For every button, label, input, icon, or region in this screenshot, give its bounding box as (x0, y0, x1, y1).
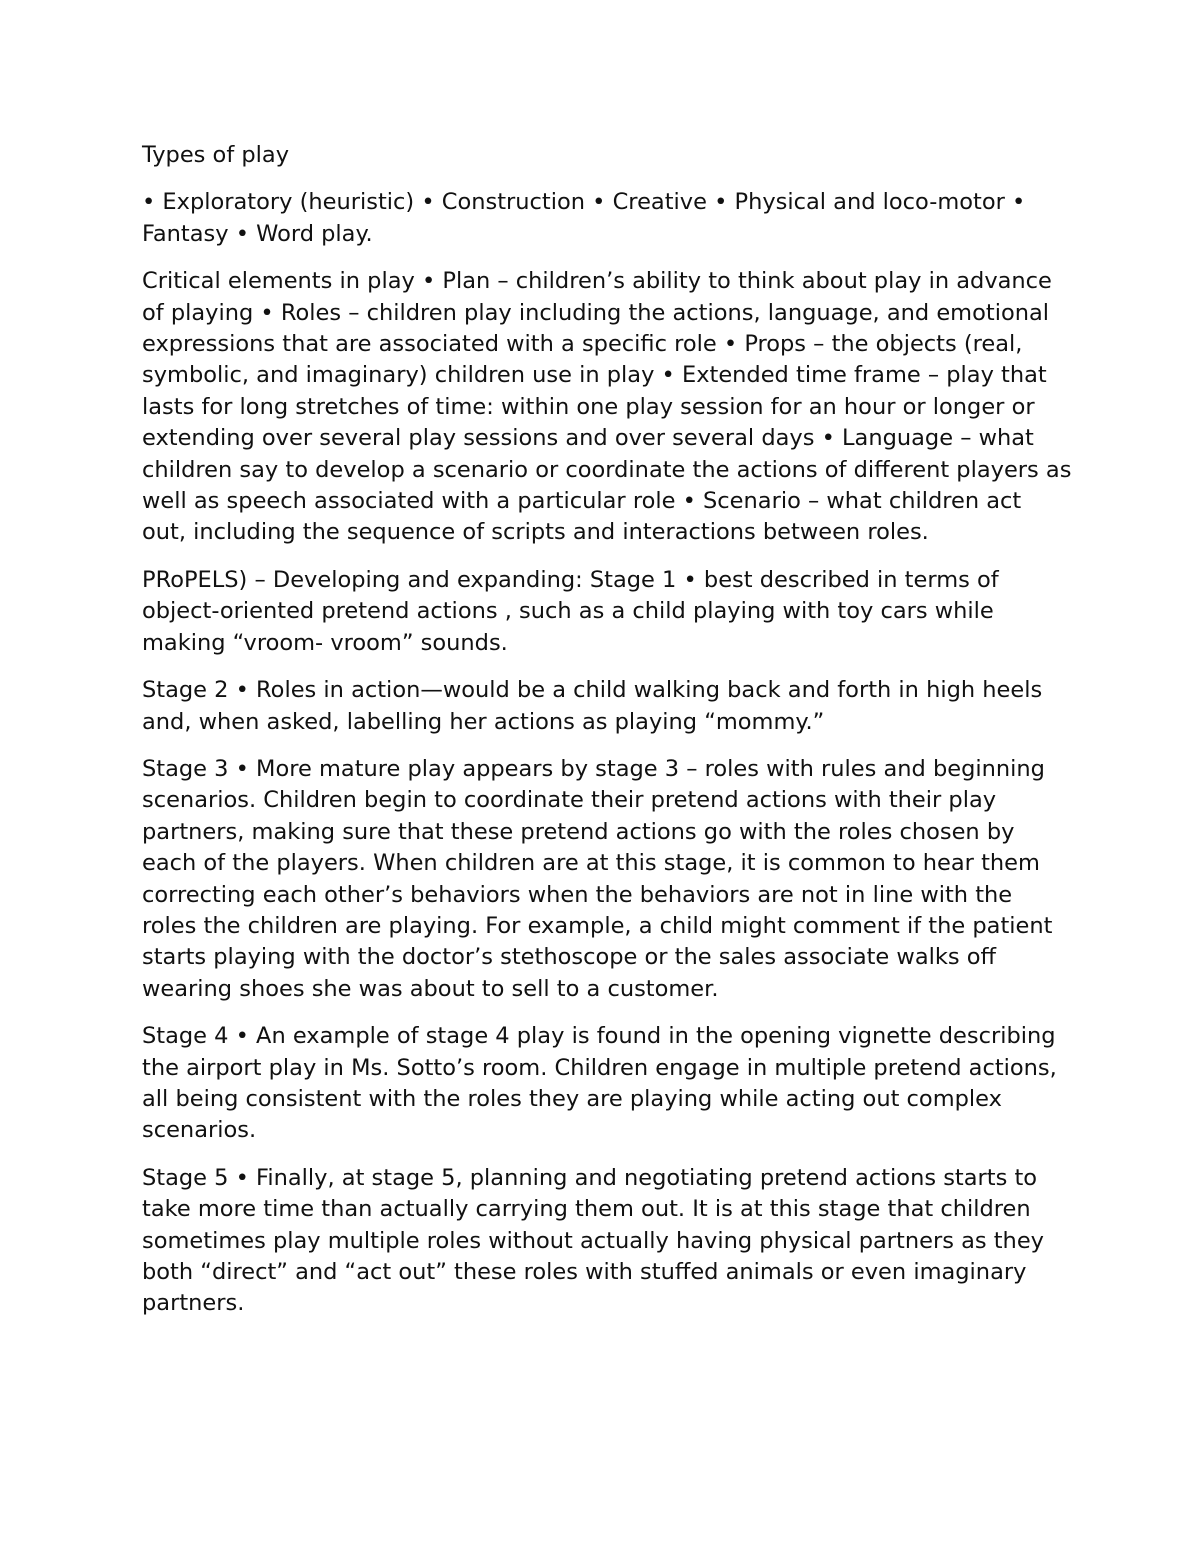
document-body (142, 140, 1072, 1336)
paragraph-stage-3: Stage 3 • More mature play appears by stage 3 – roles with rules and beginning scenarios. Children begin to coordinate their pretend actions with their play partners, making sure that these pretend actions go with the roles chosen by each of the players. When children are at this stage, it is common to hear them correcting each other’s behaviors when the behaviors are not in line with the roles the children are playing. For example, a child might comment if the patient starts playing with the doctor’s stethoscope or the sales associate walks off wearing shoes she was about to sell to a customer. (142, 755, 1053, 1002)
paragraph-stage-5: Stage 5 • Finally, at stage 5, planning and negotiating pretend actions starts to take more time than actually carrying them out. It is at this stage that children sometimes play multiple roles without actually having physical partners as they both “direct” and “act out” these roles with stuffed animals or even imaginary partners. (142, 1164, 1044, 1317)
paragraph-stage-2: Stage 2 • Roles in action—would be a child walking back and forth in high heels and, when asked, labelling her actions as playing “mommy.” (142, 677, 1043, 735)
paragraph-types-list: • Exploratory (heuristic) • Construction • Creative • Physical and loco-motor • Fantasy • Word play. (142, 189, 1026, 247)
paragraph-stage-4: Stage 4 • An example of stage 4 play is found in the opening vignette describing the airport play in Ms. Sotto’s room. Children engage in multiple pretend actions, all being consistent with the roles they are playing while acting out complex scenarios. (142, 1023, 1057, 1144)
paragraph-stage-1: PRoPELS) – Developing and expanding: Stage 1 • best described in terms of object-oriented pretend actions , such as a child playing with toy cars while making “vroom- vroom” sounds. (142, 566, 999, 656)
paragraph-critical-elements: Critical elements in play • Plan – children’s ability to think about play in advance of playing • Roles – children play including the actions, language, and emotional expressions that are associated with a specific role • Props – the objects (real, symbolic, and imaginary) children use in play • Extended time frame – play that lasts for long stretches of time: within one play session for an hour or longer or extending over several play sessions and over several days • Language – what children say to develop a scenario or coordinate the actions of different players as well as speech associated with a particular role • Scenario – what children act out, including the sequence of scripts and interactions between roles. (142, 268, 1072, 546)
document-title: Types of play (142, 142, 290, 168)
